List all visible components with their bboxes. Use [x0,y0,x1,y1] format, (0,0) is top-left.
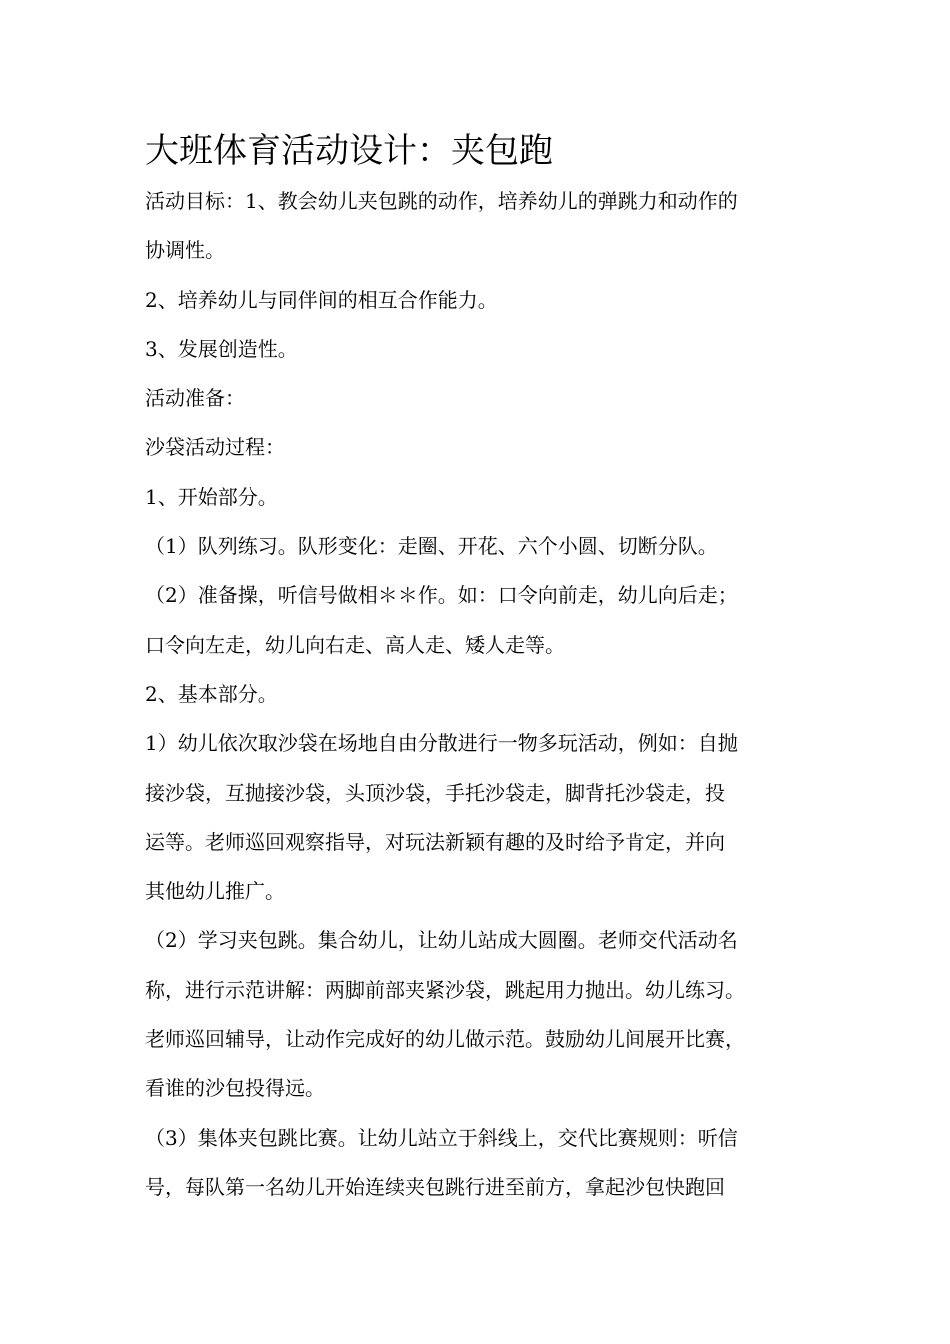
text-line: 1、开始部分。 [145,484,278,509]
text-line: 2、培养幼儿与同伴间的相互合作能力。 [145,287,498,312]
text-line: 2、基本部分。 [145,681,278,706]
text-line: 沙袋活动过程： [145,435,285,460]
text-line: 看谁的沙包投得远。 [145,1076,325,1101]
text-line: （3）集体夹包跳比赛。让幼儿站立于斜线上，交代比赛规则：听信 [145,1125,738,1150]
text-line: 活动准备： [145,386,245,411]
text-line: 口令向左走，幼儿向右走、高人走、矮人走等。 [145,632,565,657]
text-line: 号，每队第一名幼儿开始连续夹包跳行进至前方，拿起沙包快跑回 [145,1174,725,1199]
document-body [145,177,825,1212]
text-line: 其他幼儿推广。 [145,879,285,904]
text-line: 活动目标：1、教会幼儿夹包跳的动作，培养幼儿的弹跳力和动作的 [145,189,738,213]
text-line: （1）队列练习。队形变化：走圈、开花、六个小圆、切断分队。 [145,534,718,559]
text-line: 1）幼儿依次取沙袋在场地自由分散进行一物多玩活动，例如：自抛 [145,731,738,756]
text-line: 协调性。 [145,238,225,263]
document-title: 大班体育活动设计：夹包跑 [145,131,553,171]
text-line: 老师巡回辅导，让动作完成好的幼儿做示范。鼓励幼儿间展开比赛， [145,1027,745,1052]
text-line: 称，进行示范讲解：两脚前部夹紧沙袋，跳起用力抛出。幼儿练习。 [145,977,745,1002]
text-line: 运等。老师巡回观察指导，对玩法新颖有趣的及时给予肯定，并向 [145,829,725,854]
text-line: 3、发展创造性。 [145,336,298,361]
text-line: 接沙袋，互抛接沙袋，头顶沙袋，手托沙袋走，脚背托沙袋走，投 [145,780,725,805]
text-line: （2）学习夹包跳。集合幼儿，让幼儿站成大圆圈。老师交代活动名 [145,928,738,953]
text-line: （2）准备操，听信号做相＊＊作。如：口令向前走，幼儿向后走； [145,583,738,608]
